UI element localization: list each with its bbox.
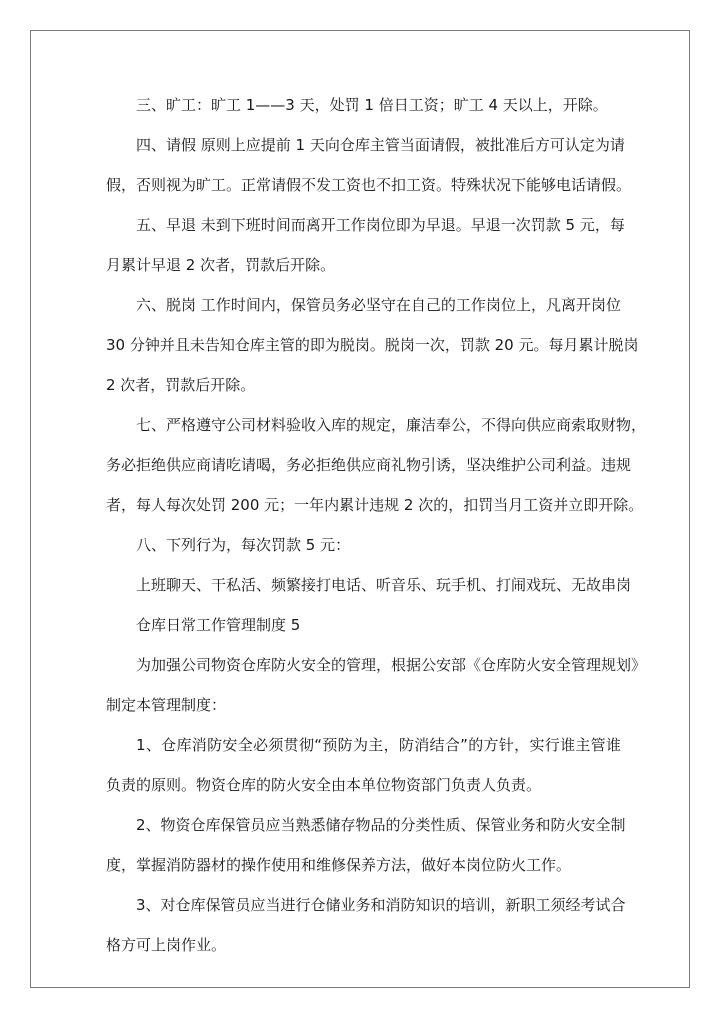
paragraph-off-post-line-1: 六、脱岗 工作时间内，保管员务必坚守在自己的工作岗位上，凡离开岗位 bbox=[136, 296, 621, 314]
paragraph-absenteeism: 三、旷工：旷工 1——3 天，处罚 1 倍日工资；旷工 4 天以上，开除。 bbox=[136, 96, 608, 114]
paragraph-integrity-line-1: 七、严格遵守公司材料验收入库的规定，廉洁奉公，不得向供应商索取财物， bbox=[136, 416, 647, 434]
paragraph-leave-line-2: 假，否则视为旷工。正常请假不发工资也不扣工资。特殊状况下能够电话请假。 bbox=[106, 176, 632, 194]
paragraph-leave-line-1: 四、请假 原则上应提前 1 天向仓库主管当面请假，被批准后方可认定为请 bbox=[136, 136, 625, 154]
paragraph-integrity-line-3: 者，每人每次处罚 200 元；一年内累计违规 2 次的，扣罚当月工资并立即开除。 bbox=[106, 496, 644, 514]
paragraph-off-post-line-2: 30 分钟并且未告知仓库主管的即为脱岗。脱岗一次，罚款 20 元。每月累计脱岗 bbox=[106, 336, 639, 354]
paragraph-item-3-line-1: 3、对仓库保管员应当进行仓储业务和消防知识的培训，新职工须经考试合 bbox=[136, 896, 626, 914]
paragraph-item-1-line-2: 负责的原则。物资仓库的防火安全由本单位物资部门负责人负责。 bbox=[106, 776, 542, 794]
paragraph-item-2-line-1: 2、物资仓库保管员应当熟悉储存物品的分类性质、保管业务和防火安全制 bbox=[136, 816, 626, 834]
paragraph-item-3-line-2: 格方可上岗作业。 bbox=[106, 936, 227, 954]
paragraph-item-1-line-1: 1、仓库消防安全必须贯彻“预防为主，防消结合”的方针，实行谁主管谁 bbox=[136, 736, 621, 754]
paragraph-off-post-line-3: 2 次者，罚款后开除。 bbox=[106, 376, 256, 394]
paragraph-intro-line-2: 制定本管理制度： bbox=[106, 696, 227, 714]
paragraph-fines-heading: 八、下列行为，每次罚款 5 元： bbox=[136, 536, 351, 554]
paragraph-fines-list: 上班聊天、干私活、频繁接打电话、听音乐、玩手机、打闹戏玩、无故串岗 bbox=[136, 576, 632, 594]
paragraph-early-leave-line-2: 月累计早退 2 次者，罚款后开除。 bbox=[106, 256, 336, 274]
section-title: 仓库日常工作管理制度 5 bbox=[136, 616, 301, 634]
paragraph-intro-line-1: 为加强公司物资仓库防火安全的管理，根据公安部《仓库防火安全管理规划》 bbox=[136, 656, 647, 674]
paragraph-integrity-line-2: 务必拒绝供应商请吃请喝，务必拒绝供应商礼物引诱，坚决维护公司利益。违规 bbox=[106, 456, 632, 474]
paragraph-item-2-line-2: 度，掌握消防器材的操作使用和维修保养方法，做好本岗位防火工作。 bbox=[106, 856, 572, 874]
paragraph-early-leave-line-1: 五、早退 未到下班时间而离开工作岗位即为早退。早退一次罚款 5 元，每 bbox=[136, 216, 625, 234]
